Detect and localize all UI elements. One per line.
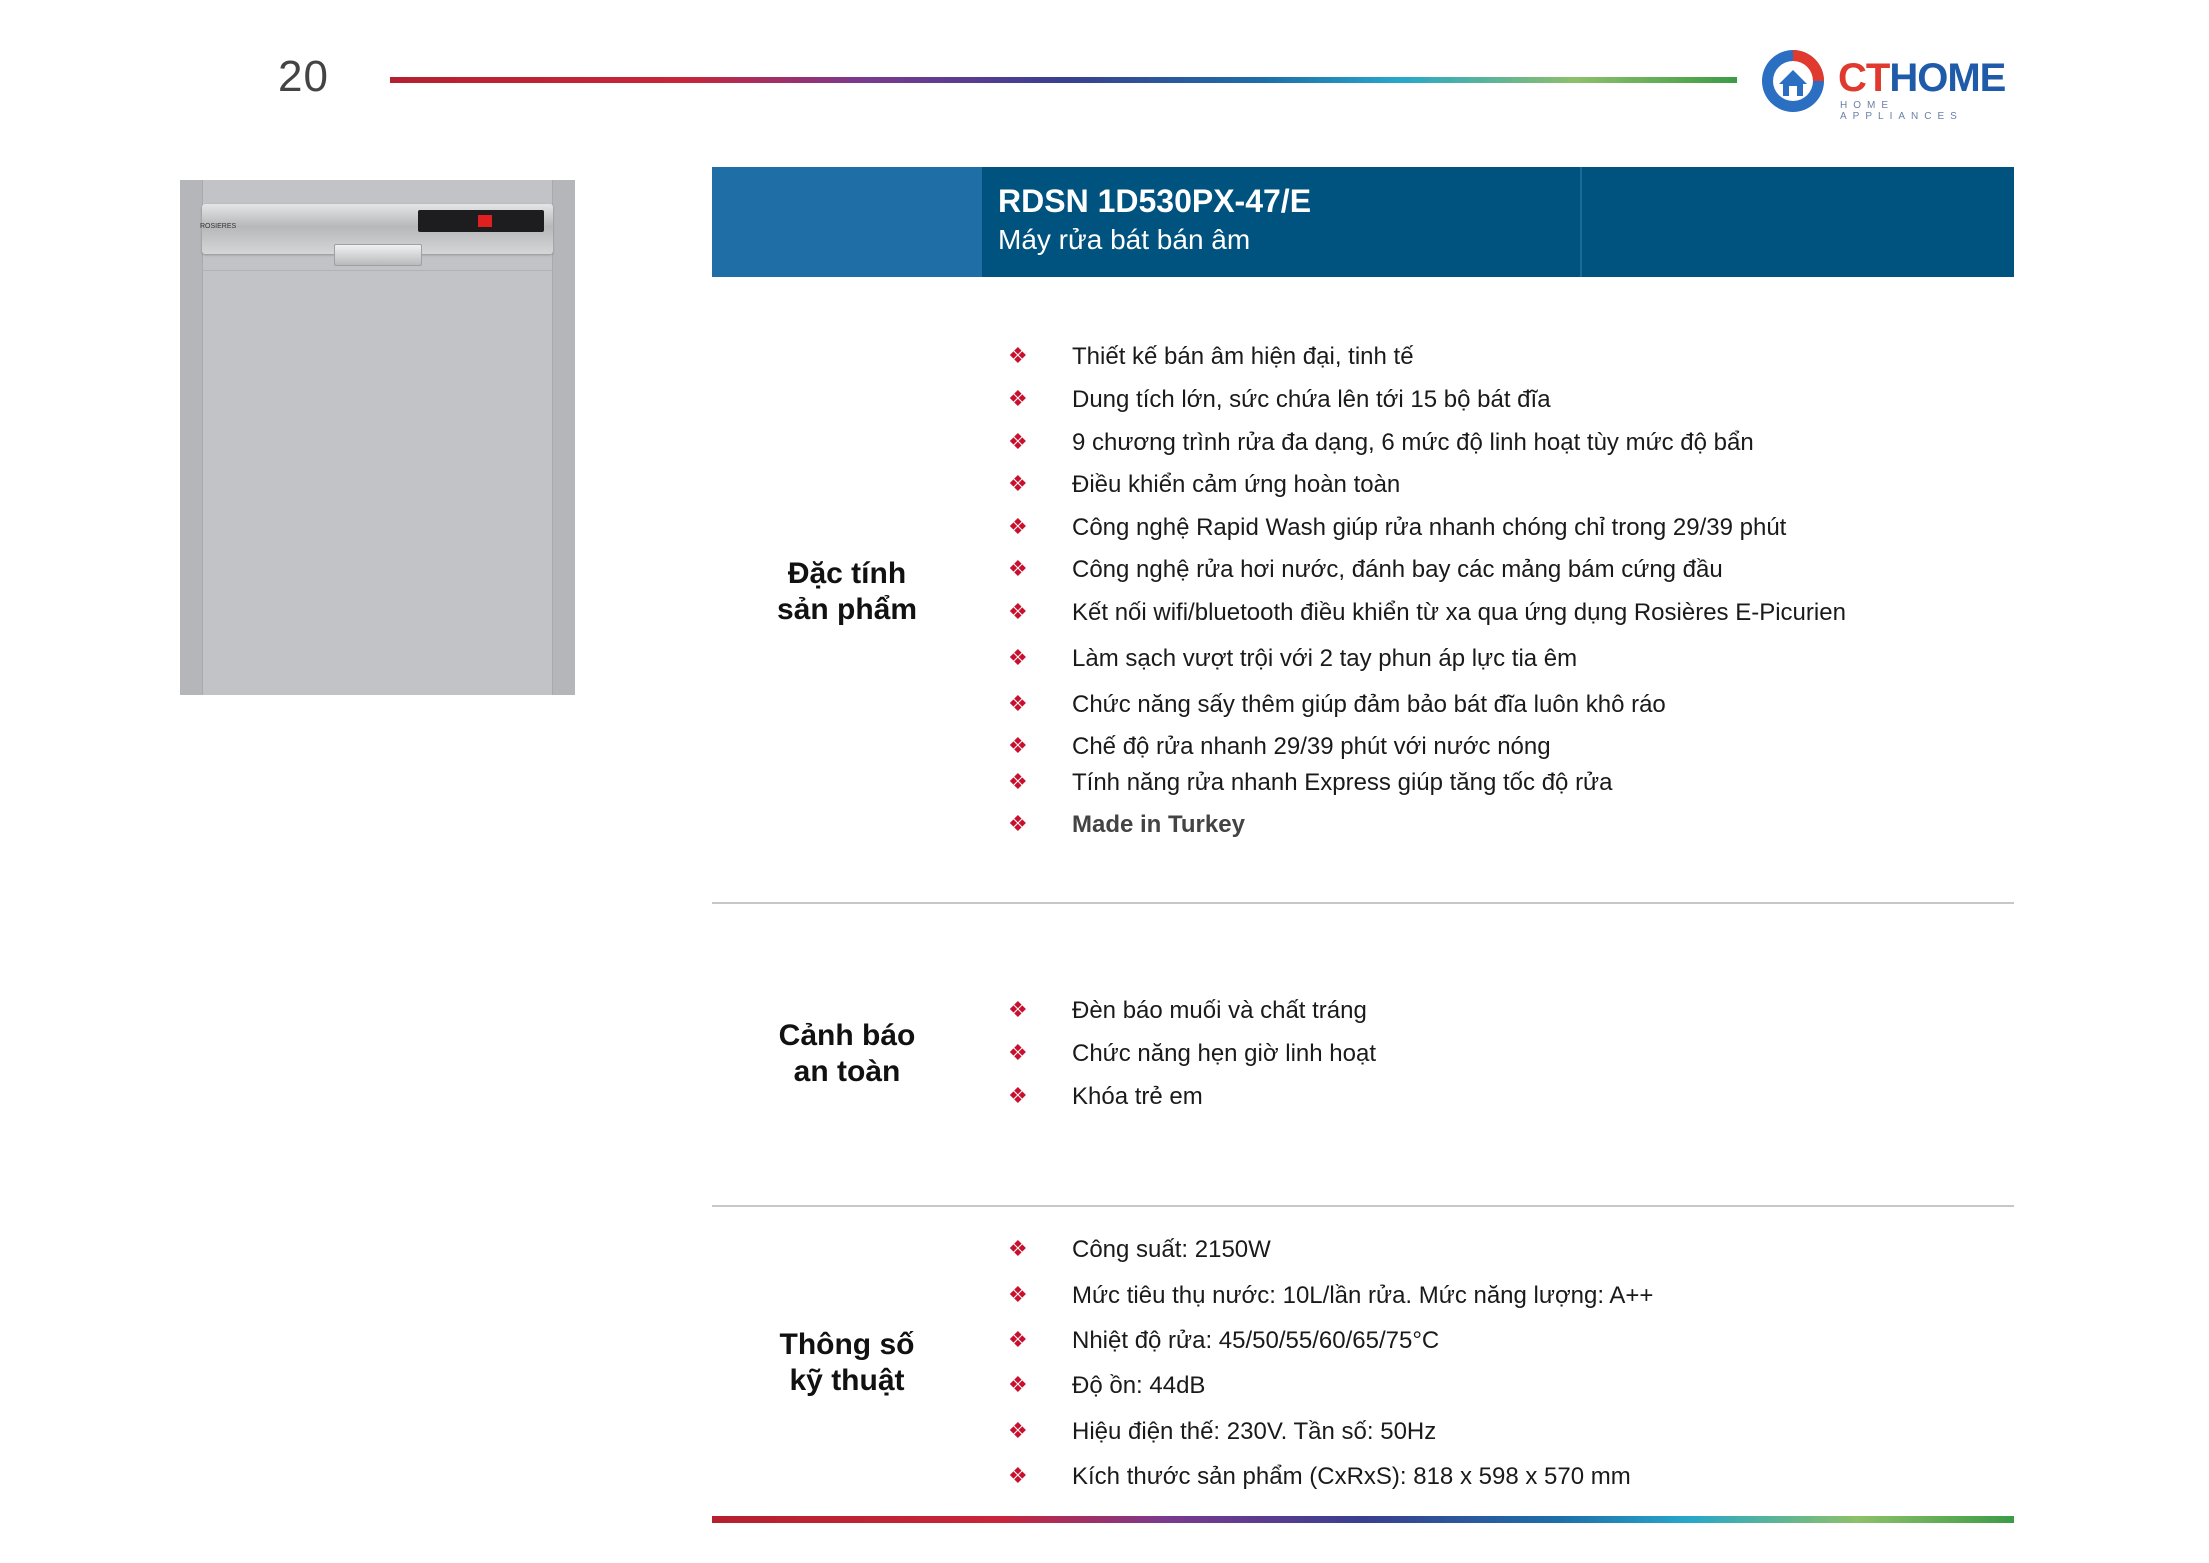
list-item-text: Điều khiển cảm ứng hoàn toàn — [1072, 471, 1401, 498]
model-number: RDSN 1D530PX-47/E — [998, 183, 1312, 219]
diamond-bullet-icon: ❖ — [1008, 1084, 1028, 1109]
logo-wordmark — [1838, 58, 2005, 98]
list-item-text: Nhiệt độ rửa: 45/50/55/60/65/75°C — [1072, 1327, 1440, 1354]
list-item-text: Chế độ rửa nhanh 29/39 phút với nước nóng — [1072, 733, 1551, 760]
diamond-bullet-icon: ❖ — [1008, 344, 1028, 369]
brand-label: ROSIERES — [200, 223, 237, 230]
section-title-line: sản phẩm — [776, 593, 918, 626]
section-title-features — [712, 556, 982, 628]
list-item-text: Made in Turkey — [1072, 811, 1245, 838]
section-divider — [712, 1205, 2014, 1207]
logo-ct: CT — [1838, 56, 1890, 100]
display-panel — [418, 210, 544, 232]
diamond-bullet-icon: ❖ — [1008, 515, 1028, 540]
section-title-line: Cảnh báo — [778, 1019, 916, 1052]
header-divider — [1580, 167, 1582, 277]
section-title-line: kỹ thuật — [789, 1364, 905, 1397]
diamond-bullet-icon: ❖ — [1008, 1373, 1028, 1398]
page-number: 20 — [278, 52, 329, 101]
list-item-text: Công suất: 2150W — [1072, 1236, 1271, 1263]
list-item-text: Kết nối wifi/bluetooth điều khiển từ xa qua ứng dụng Rosières E-Picurien — [1072, 599, 1846, 626]
diamond-bullet-icon: ❖ — [1008, 430, 1028, 455]
dishwasher-image — [180, 180, 575, 695]
section-title-line: Đặc tính — [787, 557, 907, 590]
diamond-bullet-icon: ❖ — [1008, 770, 1028, 795]
list-item-text: Kích thước sản phẩm (CxRxS): 818 x 598 x 570 mm — [1072, 1463, 1631, 1490]
diamond-bullet-icon: ❖ — [1008, 1328, 1028, 1353]
cabinet-right — [552, 180, 575, 695]
diamond-bullet-icon: ❖ — [1008, 646, 1028, 671]
section-title-safety — [712, 1018, 982, 1090]
door-seam — [202, 270, 553, 271]
list-item-text: 9 chương trình rửa đa dạng, 6 mức độ linh hoạt tùy mức độ bẩn — [1072, 429, 1754, 456]
diamond-bullet-icon: ❖ — [1008, 557, 1028, 582]
product-header — [712, 167, 2014, 277]
bottom-color-bar — [712, 1516, 2014, 1523]
list-item-text: Dung tích lớn, sức chứa lên tới 15 bộ bát đĩa — [1072, 386, 1551, 413]
list-item-text: Đèn báo muối và chất tráng — [1072, 997, 1367, 1024]
list-item-text: Làm sạch vượt trội với 2 tay phun áp lực tia êm — [1072, 645, 1578, 672]
diamond-bullet-icon: ❖ — [1008, 387, 1028, 412]
list-item-text: Chức năng sấy thêm giúp đảm bảo bát đĩa luôn khô ráo — [1072, 691, 1666, 718]
product-subtitle: Máy rửa bát bán âm — [998, 224, 1251, 255]
section-divider — [712, 902, 2014, 904]
list-item-text: Chức năng hẹn giờ linh hoạt — [1072, 1040, 1377, 1067]
list-item-text: Độ ồn: 44dB — [1072, 1372, 1206, 1399]
diamond-bullet-icon: ❖ — [1008, 472, 1028, 497]
house-logo-icon — [1760, 48, 1826, 114]
section-title-line: an toàn — [793, 1055, 901, 1088]
logo-home: HOME — [1889, 56, 2006, 100]
section-title-line: Thông số — [779, 1328, 915, 1361]
list-item-text: Khóa trẻ em — [1072, 1083, 1203, 1110]
diamond-bullet-icon: ❖ — [1008, 1237, 1028, 1262]
cthome-logo — [1760, 48, 2020, 122]
cabinet-left — [180, 180, 203, 695]
list-item-text: Thiết kế bán âm hiện đại, tinh tế — [1072, 343, 1414, 370]
diamond-bullet-icon: ❖ — [1008, 1419, 1028, 1444]
diamond-bullet-icon: ❖ — [1008, 1041, 1028, 1066]
header-left-cell — [712, 167, 982, 277]
door-handle — [334, 244, 422, 266]
diamond-bullet-icon: ❖ — [1008, 1283, 1028, 1308]
list-item-text: Mức tiêu thụ nước: 10L/lần rửa. Mức năng lượng: A++ — [1072, 1282, 1654, 1309]
list-item-text: Công nghệ rửa hơi nước, đánh bay các mảng bám cứng đầu — [1072, 556, 1723, 583]
top-color-bar — [390, 77, 1737, 83]
list-item-text: Tính năng rửa nhanh Express giúp tăng tốc độ rửa — [1072, 769, 1613, 796]
diamond-bullet-icon: ❖ — [1008, 998, 1028, 1023]
list-item-text: Công nghệ Rapid Wash giúp rửa nhanh chóng chỉ trong 29/39 phút — [1072, 514, 1787, 541]
display-led — [478, 215, 492, 227]
diamond-bullet-icon: ❖ — [1008, 812, 1028, 837]
list-item-text: Hiệu điện thế: 230V. Tần số: 50Hz — [1072, 1418, 1437, 1445]
diamond-bullet-icon: ❖ — [1008, 692, 1028, 717]
logo-subtitle: HOME APPLIANCES — [1840, 100, 1963, 122]
diamond-bullet-icon: ❖ — [1008, 734, 1028, 759]
diamond-bullet-icon: ❖ — [1008, 1464, 1028, 1489]
section-title-specs — [712, 1327, 982, 1399]
diamond-bullet-icon: ❖ — [1008, 600, 1028, 625]
